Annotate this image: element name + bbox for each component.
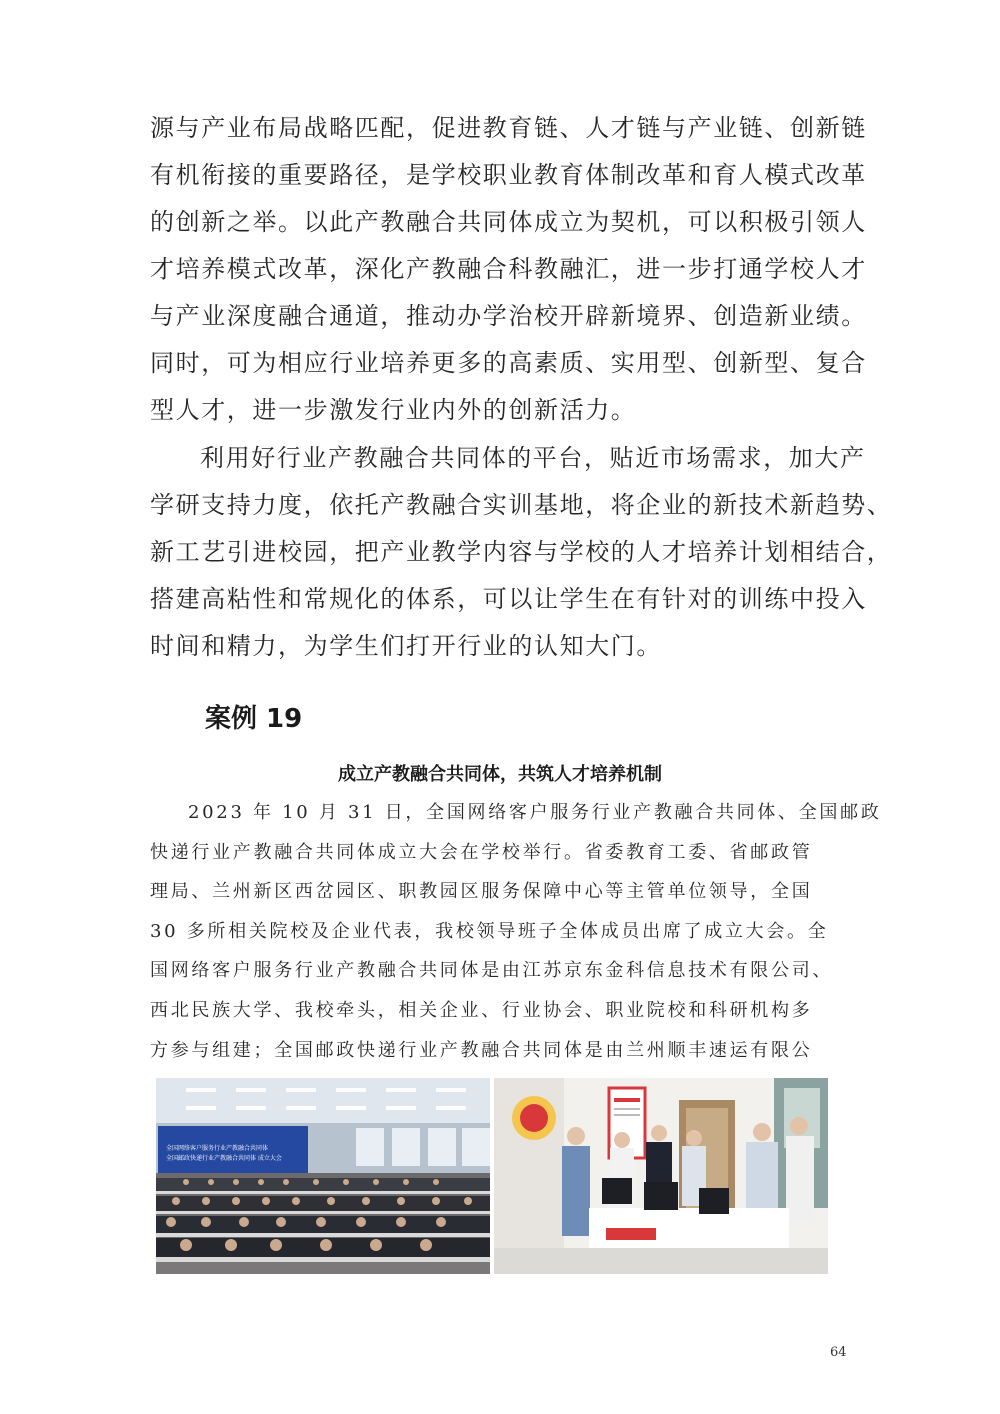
case-label: 案例 19 xyxy=(205,704,303,734)
text-line: 源与产业布局战略匹配，促进教育链、人才链与产业链、创新链 xyxy=(150,114,867,142)
case-paragraph xyxy=(150,793,882,1070)
text-line: 时间和精力，为学生们打开行业的认知大门。 xyxy=(150,632,662,660)
text-line: 2023 年 10 月 31 日，全国网络客户服务行业产教融合共同体、全国邮政 xyxy=(188,802,882,823)
text-line: 方参与组建；全国邮政快递行业产教融合共同体是由兰州顺丰速运有限公 xyxy=(150,1039,813,1061)
text-line: 利用好行业产教融合共同体的平台，贴近市场需求，加大产 xyxy=(200,444,866,472)
photo-conference-hall xyxy=(156,1078,490,1274)
screen-text: 全国邮政快递行业产教融合共同体 成立大会 xyxy=(166,1155,282,1162)
photo-lab-visit xyxy=(494,1078,828,1274)
text-line: 有机衔接的重要路径，是学校职业教育体制改革和育人模式改革 xyxy=(150,161,867,189)
text-line: 学研支持力度，依托产教融合实训基地，将企业的新技术新趋势、 xyxy=(150,491,893,519)
text-line: 西北民族大学、我校牵头，相关企业、行业协会、职业院校和科研机构多 xyxy=(150,999,813,1021)
lab-visit-illustration xyxy=(494,1078,828,1274)
conference-hall-illustration xyxy=(156,1078,490,1274)
text-line: 快递行业产教融合共同体成立大会在学校举行。省委教育工委、省邮政管 xyxy=(150,841,813,863)
text-line: 理局、兰州新区西岔园区、职教园区服务保障中心等主管单位领导，全国 xyxy=(150,881,813,903)
text-line: 搭建高粘性和常规化的体系，可以让学生在有针对的训练中投入 xyxy=(150,585,867,613)
paragraph-2 xyxy=(150,435,893,670)
text-line: 型人才，进一步激发行业内外的创新活力。 xyxy=(150,396,637,424)
text-line: 与产业深度融合通道，推动办学治校开辟新境界、创造新业绩。 xyxy=(150,302,867,330)
text-line: 新工艺引进校园，把产业教学内容与学校的人才培养计划相结合， xyxy=(150,538,893,566)
text-line: 同时，可为相应行业培养更多的高素质、实用型、创新型、复合 xyxy=(150,349,867,377)
paragraph-1 xyxy=(150,105,867,434)
screen-text: 全国网络客户服务行业产教融合共同体 xyxy=(166,1145,269,1152)
audience-rows xyxy=(156,1178,490,1262)
text-line: 国网络客户服务行业产教融合共同体是由江苏京东金科信息技术有限公司、 xyxy=(150,960,834,982)
text-line: 的创新之举。以此产教融合共同体成立为契机，可以积极引领人 xyxy=(150,208,867,236)
text-line: 才培养模式改革，深化产教融合科教融汇，进一步打通学校人才 xyxy=(150,255,867,283)
text-line: 30 多所相关院校及企业代表，我校领导班子全体成员出席了成立大会。全 xyxy=(150,920,829,942)
case-heading: 成立产教融合共同体，共筑人才培养机制 xyxy=(338,764,662,785)
page-number: 64 xyxy=(830,1345,847,1360)
